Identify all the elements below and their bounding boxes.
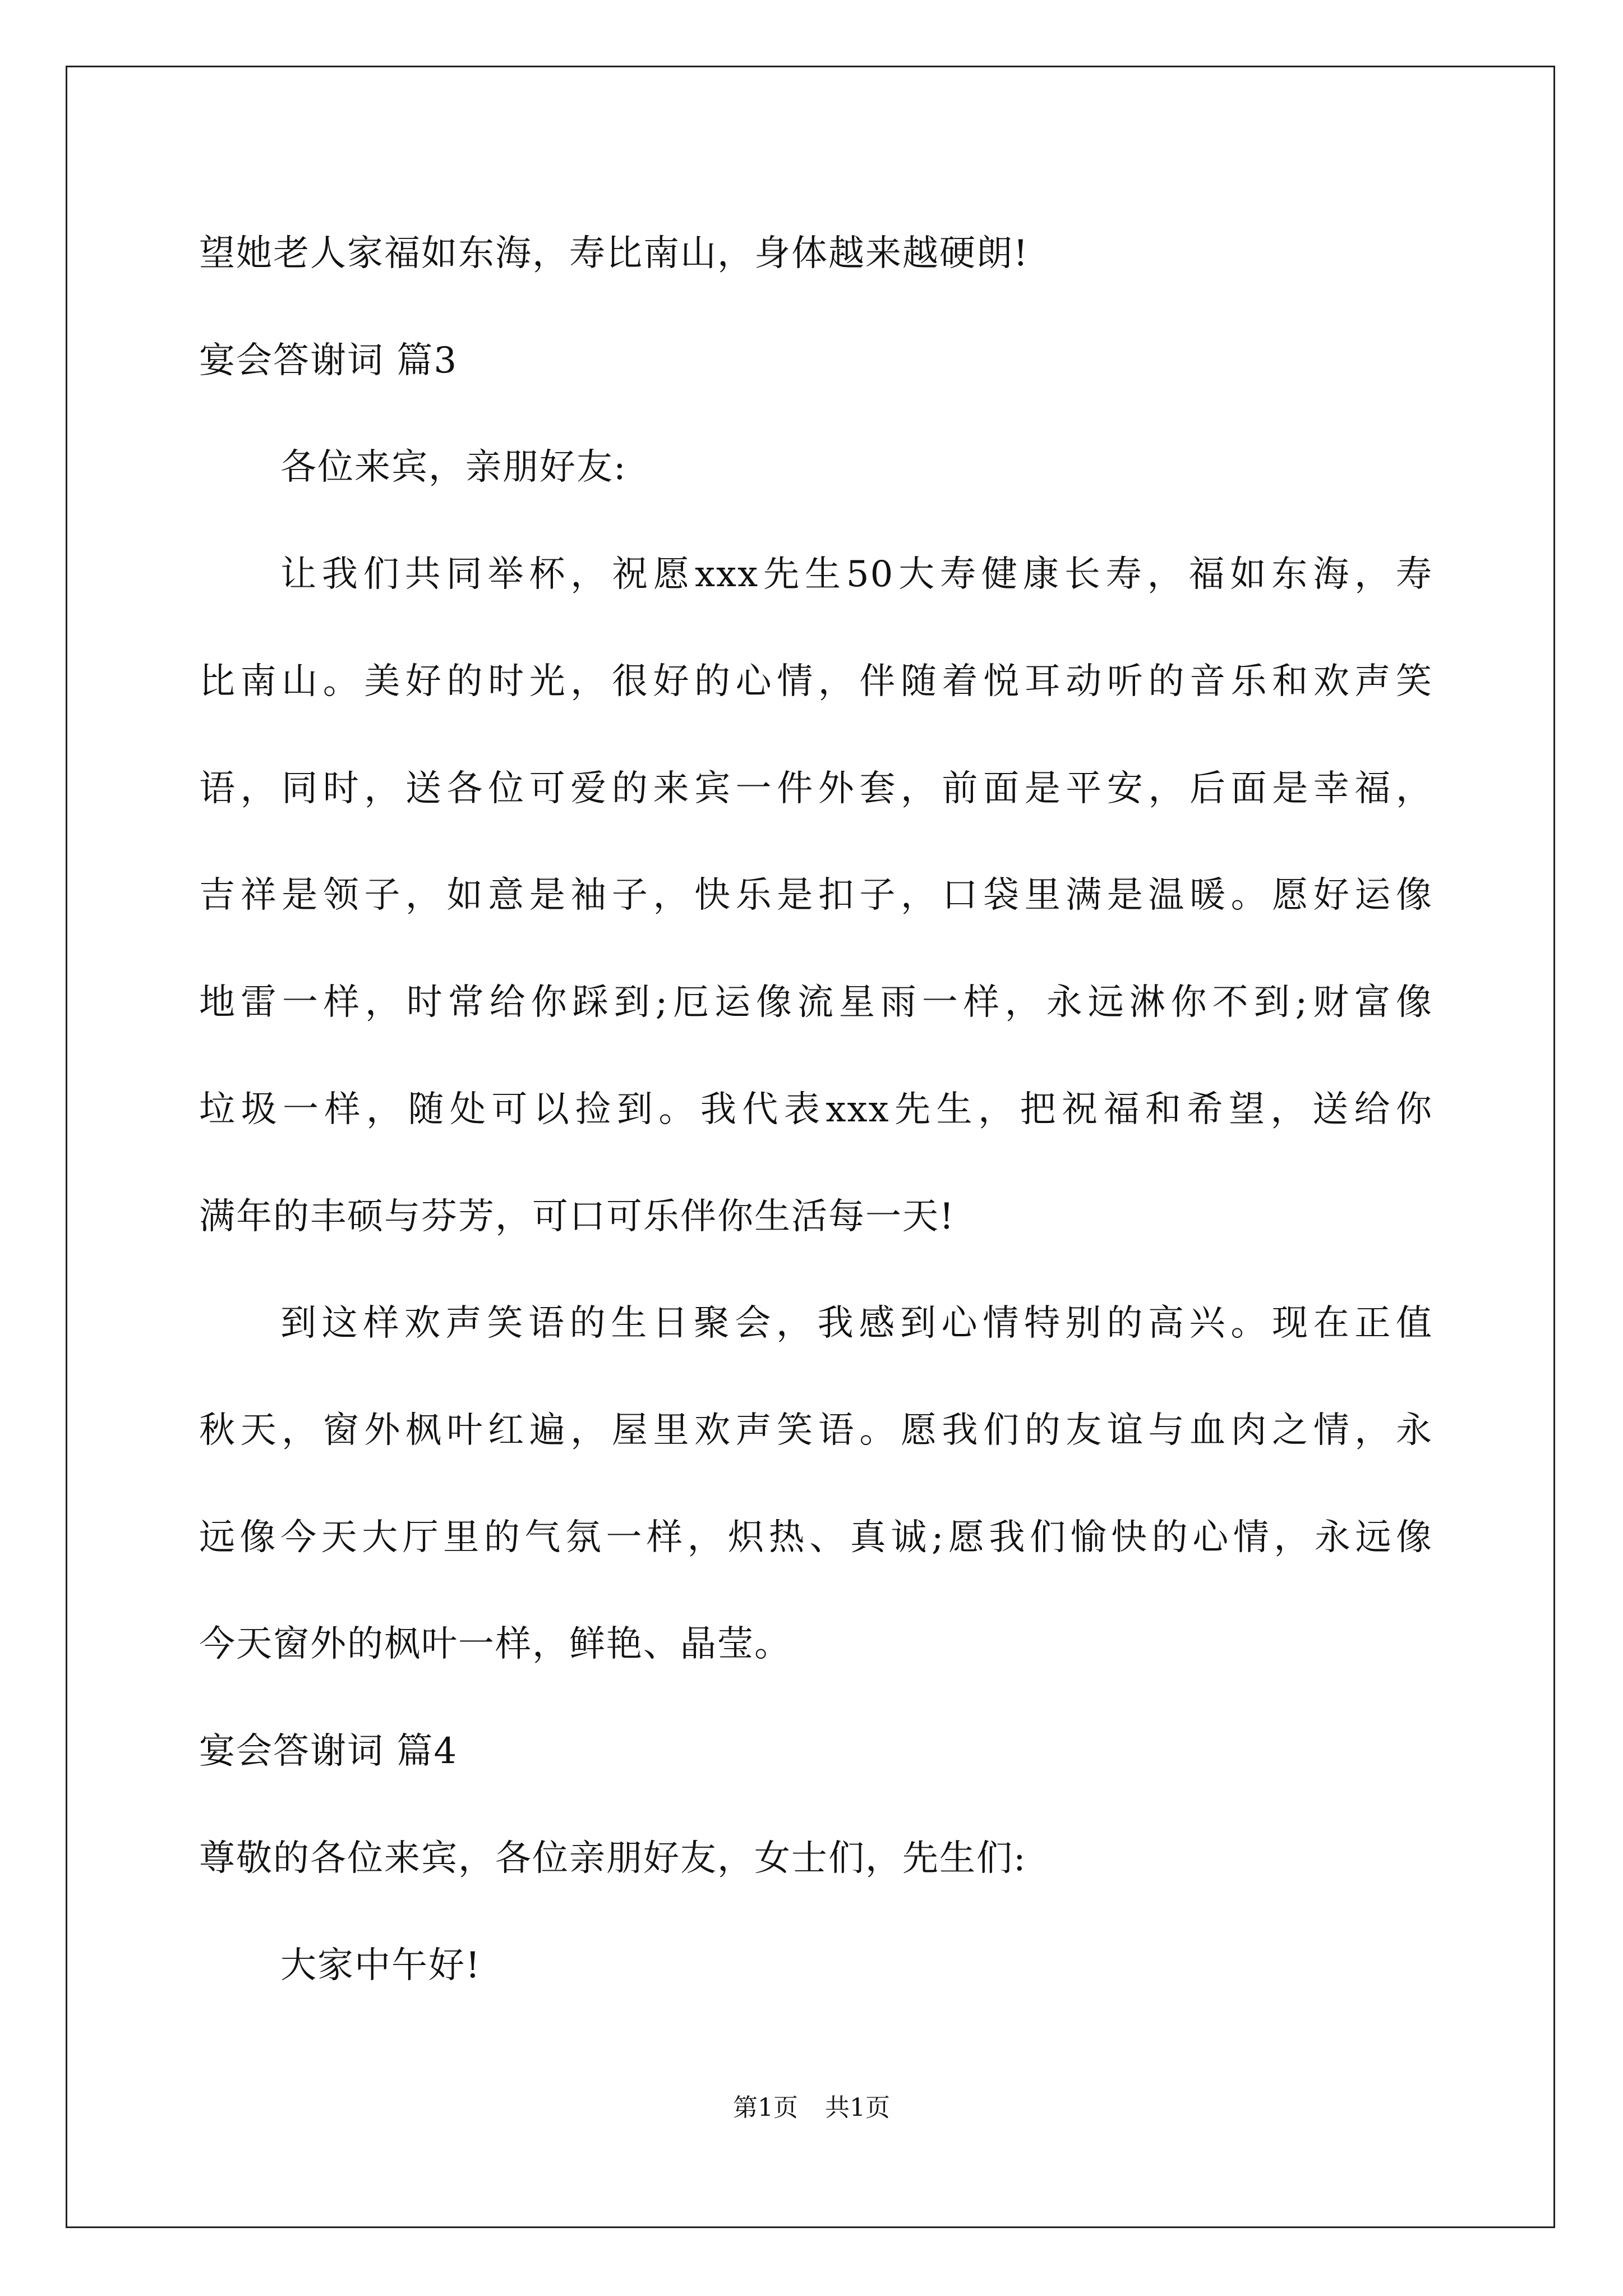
salutation: 尊敬的各位来宾，各位亲朋好友，女士们，先生们:: [199, 1838, 1027, 1879]
paragraph-line: 远像今天大厅里的气氛一样，炽热、真诚;愿我们愉快的心情，永远像: [199, 1517, 1433, 1558]
paragraph-line: 满年的丰硕与芬芳，可口可乐伴你生活每一天!: [199, 1196, 955, 1237]
paragraph-line: 让我们共同举杯，祝愿xxx先生50大寿健康长寿，福如东海，寿: [280, 554, 1433, 595]
page-footer: [0, 2091, 1623, 2125]
paragraph-line: 望她老人家福如东海，寿比南山，身体越来越硬朗!: [199, 233, 1029, 274]
paragraph-line: 秋天，窗外枫叶红遍，屋里欢声笑语。愿我们的友谊与血肉之情，永: [199, 1410, 1433, 1451]
page-border: [66, 66, 1555, 2228]
greeting: 大家中午好!: [280, 1945, 481, 1986]
section-heading: 宴会答谢词 篇3: [199, 340, 458, 381]
page-total: 共1页: [825, 2093, 890, 2122]
section-heading: 宴会答谢词 篇4: [199, 1731, 458, 1772]
page-number: 第1页: [733, 2093, 798, 2122]
paragraph-line: 比南山。美好的时光，很好的心情，伴随着悦耳动听的音乐和欢声笑: [199, 661, 1433, 702]
paragraph-line: 垃圾一样，随处可以捡到。我代表xxx先生，把祝福和希望，送给你: [199, 1089, 1433, 1130]
paragraph-line: 语，同时，送各位可爱的来宾一件外套，前面是平安，后面是幸福，: [199, 768, 1433, 809]
paragraph-line: 今天窗外的枫叶一样，鲜艳、晶莹。: [199, 1623, 791, 1665]
paragraph-line: 到这样欢声笑语的生日聚会，我感到心情特别的高兴。现在正值: [280, 1303, 1433, 1344]
paragraph-line: 地雷一样，时常给你踩到;厄运像流星雨一样，永远淋你不到;财富像: [199, 982, 1433, 1023]
paragraph-line: 吉祥是领子，如意是袖子，快乐是扣子，口袋里满是温暖。愿好运像: [199, 875, 1433, 916]
salutation: 各位来宾，亲朋好友:: [280, 447, 627, 488]
